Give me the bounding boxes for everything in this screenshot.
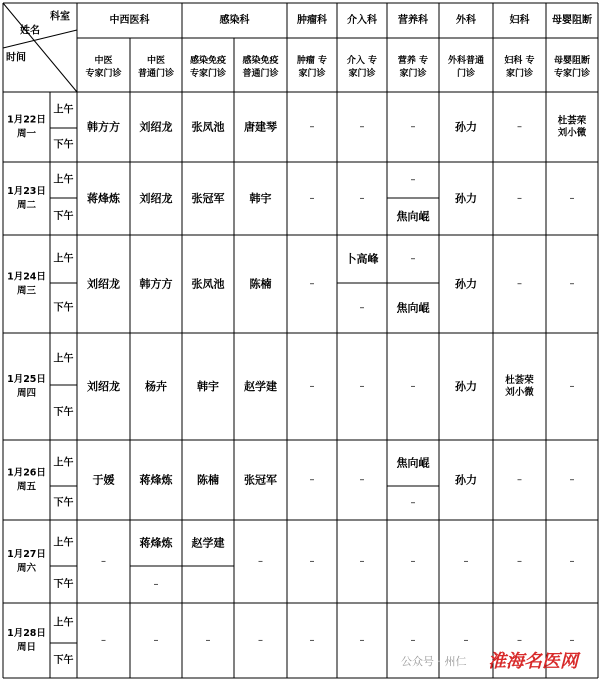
doctor-cell: 刘绍龙 [139, 120, 173, 134]
department-name: 肿瘤科 [297, 15, 327, 26]
doctor-cell: 杜荟荣 [557, 115, 587, 127]
half-label-pm: 下午 [53, 497, 74, 509]
half-label-am: 上午 [53, 353, 74, 365]
doctor-cell: – [569, 556, 575, 567]
doctor-cell: 韩方方 [139, 277, 173, 291]
doctor-cell: – [359, 474, 365, 486]
doctor-cell: 陈楠 [249, 277, 272, 291]
doctor-cell: – [463, 635, 469, 646]
half-label-pm: 下午 [53, 302, 74, 314]
clinic-name: 普通门诊 [137, 69, 175, 79]
doctor-cell: 孙力 [455, 277, 477, 291]
doctor-cell-pm: – [410, 497, 416, 509]
department-name: 外科 [456, 15, 476, 26]
doctor-cell: – [101, 556, 106, 567]
clinic-name: 妇科 专 [504, 56, 535, 66]
doctor-cell: – [517, 278, 522, 290]
half-label-am: 上午 [53, 104, 74, 116]
half-label-pm: 下午 [53, 655, 74, 666]
clinic-name: 门诊 [456, 69, 476, 79]
day-date: 1月23日 [7, 186, 46, 197]
clinic-name: 中医 [94, 56, 113, 66]
doctor-cell-pm: – [359, 302, 365, 314]
doctor-cell: – [258, 635, 263, 646]
half-label-pm: 下午 [53, 579, 74, 590]
doctor-cell: 于媛 [92, 473, 115, 487]
doctor-cell: – [410, 381, 416, 392]
half-label-am: 上午 [53, 617, 74, 629]
doctor-cell: 杜荟荣 [505, 375, 534, 386]
day-weekday: 周五 [16, 481, 37, 493]
doctor-cell: – [517, 474, 522, 486]
doctor-cell: 张凤池 [191, 120, 225, 134]
header-diagonal [3, 30, 77, 48]
clinic-name: 外科普通 [447, 56, 485, 66]
clinic-name: 家门诊 [348, 69, 376, 79]
half-label-am: 上午 [53, 253, 74, 265]
doctor-cell: – [309, 556, 315, 567]
doctor-cell: 蒋烽炼 [139, 473, 173, 487]
clinic-name: 家门诊 [298, 69, 326, 79]
doctor-cell: 孙力 [455, 192, 477, 205]
doctor-cell: 刘小微 [505, 387, 534, 398]
doctor-cell: 韩宇 [249, 192, 272, 205]
department-name: 妇科 [509, 15, 530, 26]
doctor-cell: 刘绍龙 [87, 277, 120, 291]
doctor-cell: 张冠军 [191, 192, 225, 205]
day-date: 1月28日 [7, 628, 46, 639]
doctor-cell: 赵学建 [244, 380, 277, 393]
doctor-cell: – [309, 381, 315, 392]
doctor-cell: – [517, 193, 522, 204]
doctor-cell: – [359, 381, 365, 392]
header-name-label: 姓名 [20, 25, 40, 37]
doctor-cell-am: 焦向崐 [396, 456, 430, 470]
doctor-cell: 孙力 [455, 120, 477, 134]
doctor-cell: – [569, 474, 575, 486]
day-weekday: 周四 [16, 388, 37, 399]
doctor-cell: 刘绍龙 [87, 380, 120, 393]
header-department-label: 科室 [50, 11, 70, 23]
header-time-label: 时间 [6, 52, 26, 64]
doctor-cell: 孙力 [455, 473, 477, 487]
doctor-cell: 张凤池 [191, 277, 225, 291]
clinic-name: 介入 专 [346, 56, 378, 66]
doctor-cell: 刘小微 [557, 127, 587, 139]
doctor-cell: – [258, 556, 263, 567]
clinic-name: 感染免疫 [242, 56, 279, 66]
doctor-cell: – [153, 635, 159, 646]
doctor-cell: 唐建琴 [244, 120, 277, 134]
doctor-cell: – [569, 635, 575, 646]
doctor-cell-pm: 焦向崐 [396, 210, 430, 223]
day-weekday: 周一 [16, 128, 37, 140]
half-label-pm: 下午 [53, 211, 74, 222]
clinic-name: 家门诊 [399, 69, 427, 79]
clinic-name: 普通门诊 [242, 69, 279, 79]
doctor-cell: – [359, 635, 365, 646]
doctor-cell: – [463, 556, 469, 567]
doctor-cell-am: 卜高峰 [345, 252, 379, 266]
doctor-cell: 孙力 [455, 380, 477, 393]
doctor-cell: – [410, 635, 416, 646]
department-name: 营养科 [398, 15, 428, 26]
doctor-cell: – [569, 193, 575, 204]
doctor-cell: – [410, 121, 416, 133]
day-weekday: 周日 [16, 642, 37, 653]
doctor-cell: – [569, 381, 575, 392]
doctor-cell: – [309, 278, 315, 290]
clinic-name: 母婴阻断 [553, 56, 591, 66]
doctor-cell: – [359, 556, 365, 567]
doctor-cell-pm: 焦向崐 [396, 301, 430, 315]
clinic-name: 家门诊 [505, 69, 534, 79]
doctor-cell-am: – [410, 174, 416, 186]
doctor-cell-am: 赵学建 [191, 536, 225, 550]
clinic-name: 专家门诊 [189, 69, 227, 79]
doctor-cell: 张冠军 [244, 473, 277, 487]
department-name: 母婴阻断 [552, 15, 592, 26]
doctor-cell: – [569, 278, 575, 290]
doctor-cell: – [517, 635, 522, 646]
doctor-cell: – [309, 193, 315, 204]
half-label-pm: 下午 [53, 407, 74, 418]
doctor-cell: 韩宇 [197, 380, 219, 393]
doctor-cell-pm: – [153, 579, 159, 590]
doctor-cell: – [410, 556, 416, 567]
day-date: 1月22日 [7, 114, 46, 126]
doctor-cell: – [309, 474, 315, 486]
doctor-cell: 刘绍龙 [139, 192, 173, 205]
day-weekday: 周三 [16, 285, 37, 297]
doctor-cell: – [517, 556, 522, 567]
clinic-name: 专家门诊 [553, 69, 591, 79]
clinic-name: 肿瘤 专 [296, 56, 328, 66]
half-label-am: 上午 [53, 457, 74, 469]
department-name: 介入科 [347, 15, 377, 26]
doctor-cell: 陈楠 [197, 473, 219, 487]
doctor-cell-am: 蒋烽炼 [139, 536, 173, 550]
clinic-name: 中医 [146, 56, 166, 66]
half-label-am: 上午 [53, 174, 74, 186]
doctor-cell: 韩方方 [87, 120, 120, 134]
doctor-cell: – [359, 193, 365, 204]
day-weekday: 周二 [16, 200, 37, 211]
clinic-name: 专家门诊 [85, 69, 122, 79]
doctor-cell: – [309, 121, 315, 133]
doctor-cell: – [359, 121, 365, 133]
doctor-cell: – [309, 635, 315, 646]
department-name: 感染科 [219, 15, 250, 26]
day-weekday: 周六 [16, 563, 37, 574]
doctor-cell: – [517, 121, 522, 133]
clinic-name: 感染免疫 [189, 56, 227, 66]
doctor-cell: – [205, 635, 211, 646]
department-name: 中西医科 [109, 15, 150, 26]
clinic-name: 营养 专 [397, 56, 429, 66]
day-date: 1月26日 [7, 467, 46, 479]
watermark-text: 公众号 · 州仁 [401, 655, 467, 668]
watermark [383, 649, 598, 679]
doctor-cell: 蒋烽炼 [87, 192, 120, 205]
half-label-pm: 下午 [53, 139, 74, 151]
day-date: 1月25日 [7, 374, 46, 385]
day-date: 1月24日 [7, 271, 46, 283]
doctor-cell: – [101, 635, 106, 646]
day-date: 1月27日 [7, 549, 46, 560]
watermark-site-logo: 淮海名医网 [488, 651, 578, 672]
doctor-cell-am: – [410, 253, 416, 265]
half-label-am: 上午 [53, 537, 74, 549]
doctor-cell: 杨卉 [145, 380, 167, 393]
